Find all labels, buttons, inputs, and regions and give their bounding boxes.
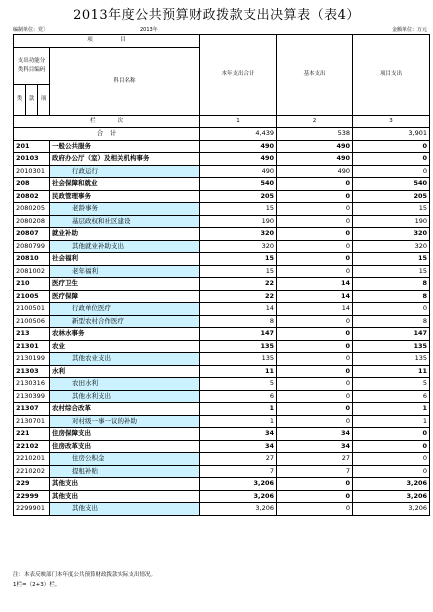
row-basic-value: 490: [277, 140, 353, 153]
row-basic-value: 490: [277, 153, 353, 166]
row-project-value: 205: [353, 190, 430, 203]
row-basic-value: 0: [277, 203, 353, 216]
row-basic-value: 0: [277, 178, 353, 191]
header-col-num-3: 3: [353, 115, 430, 128]
row-project-value: 190: [353, 215, 430, 228]
table-row: [14, 365, 430, 378]
row-basic-value: 0: [277, 353, 353, 366]
table-row: [14, 190, 430, 203]
row-total-value: 5: [200, 378, 277, 391]
row-basic-value: 0: [277, 253, 353, 266]
row-code: 2080205: [14, 203, 50, 216]
row-total-value: 3,206: [200, 490, 277, 503]
table-row: [14, 278, 430, 291]
row-subject-name: 其他水利支出: [50, 390, 200, 403]
row-basic-value: 0: [277, 403, 353, 416]
table-row: [14, 240, 430, 253]
row-code: 221: [14, 428, 50, 441]
row-basic-value: 0: [277, 228, 353, 241]
row-total-value: 135: [200, 340, 277, 353]
row-project-value: 0: [353, 165, 430, 178]
row-project-value: 8: [353, 278, 430, 291]
header-subject-name: 科目名称: [50, 47, 200, 115]
row-project-value: 15: [353, 203, 430, 216]
table-row: [14, 465, 430, 478]
row-total-value: 320: [200, 240, 277, 253]
row-basic-value: 0: [277, 478, 353, 491]
row-project-value: 3,206: [353, 478, 430, 491]
row-subject-name: 医疗卫生: [50, 278, 200, 291]
row-total-value: 15: [200, 203, 277, 216]
table-row: [14, 340, 430, 353]
row-total-value: 15: [200, 253, 277, 266]
row-total-value: 3,206: [200, 478, 277, 491]
row-subject-name: 就业补助: [50, 228, 200, 241]
table-row: [14, 353, 430, 366]
row-basic-value: 0: [277, 190, 353, 203]
row-basic-value: 0: [277, 265, 353, 278]
row-subject-name: 民政管理事务: [50, 190, 200, 203]
row-total-value: 490: [200, 140, 277, 153]
table-row: [14, 140, 430, 153]
total-label: 合 计: [14, 128, 200, 141]
row-total-value: 34: [200, 440, 277, 453]
table-row: [14, 503, 430, 516]
row-project-value: 0: [353, 440, 430, 453]
row-subject-name: 提租补贴: [50, 465, 200, 478]
row-code: 201: [14, 140, 50, 153]
row-subject-name: 其他支出: [50, 503, 200, 516]
table-row: [14, 215, 430, 228]
footnotes: [13, 571, 156, 590]
row-total-value: 3,206: [200, 503, 277, 516]
row-basic-value: 0: [277, 215, 353, 228]
row-subject-name: 老龄事务: [50, 203, 200, 216]
row-code: 20802: [14, 190, 50, 203]
row-subject-name: 新型农村合作医疗: [50, 315, 200, 328]
row-subject-name: 对村级一事一议的补助: [50, 415, 200, 428]
row-subject-name: 农田水利: [50, 378, 200, 391]
row-subject-name: 老年福利: [50, 265, 200, 278]
row-project-value: 1: [353, 403, 430, 416]
row-code: 2130199: [14, 353, 50, 366]
report-title: 2013年度公共预算财政拨款支出决算表（表4）: [73, 8, 360, 23]
footnote-2: 1栏=（2+3）栏。: [13, 581, 61, 588]
table-row: [14, 203, 430, 216]
row-code: 229: [14, 478, 50, 491]
footnote-1: 注：本表反映部门本年度公共预算财政拨款实际支出情况。: [13, 572, 157, 578]
row-code: 208: [14, 178, 50, 191]
row-project-value: 3,206: [353, 490, 430, 503]
table-row: [14, 428, 430, 441]
row-total-value: 15: [200, 265, 277, 278]
row-total-value: 7: [200, 465, 277, 478]
row-subject-name: 基层政权和社区建设: [50, 215, 200, 228]
total-value-3: 3,901: [353, 128, 430, 141]
row-basic-value: 0: [277, 415, 353, 428]
row-code: 2210201: [14, 453, 50, 466]
row-basic-value: 27: [277, 453, 353, 466]
table-row: [14, 378, 430, 391]
row-total-value: 22: [200, 290, 277, 303]
row-project-value: 0: [353, 465, 430, 478]
row-project-value: 8: [353, 315, 430, 328]
row-subject-name: 农业: [50, 340, 200, 353]
row-basic-value: 14: [277, 303, 353, 316]
row-total-value: 22: [200, 278, 277, 291]
row-subject-name: 水利: [50, 365, 200, 378]
row-basic-value: 0: [277, 490, 353, 503]
row-total-value: 8: [200, 315, 277, 328]
row-code: 20807: [14, 228, 50, 241]
row-project-value: 3,206: [353, 503, 430, 516]
row-project-value: 8: [353, 290, 430, 303]
row-code: 2080799: [14, 240, 50, 253]
row-code: 2081002: [14, 265, 50, 278]
row-basic-value: 0: [277, 240, 353, 253]
header-total-col: 本年支出合计: [200, 35, 277, 116]
row-project-value: 1: [353, 415, 430, 428]
row-total-value: 27: [200, 453, 277, 466]
table-row: [14, 415, 430, 428]
row-project-value: 320: [353, 228, 430, 241]
table-row: [14, 440, 430, 453]
row-code: 2080208: [14, 215, 50, 228]
table-row: [14, 390, 430, 403]
row-total-value: 14: [200, 303, 277, 316]
row-project-value: 147: [353, 328, 430, 341]
header-kuan: 款: [26, 84, 38, 115]
table-row: [14, 165, 430, 178]
row-basic-value: 34: [277, 440, 353, 453]
row-project-value: 15: [353, 253, 430, 266]
row-project-value: 0: [353, 153, 430, 166]
table-row: [14, 490, 430, 503]
compiling-unit: 编制单位：党〕: [13, 27, 49, 33]
row-project-value: 0: [353, 453, 430, 466]
row-basic-value: 0: [277, 503, 353, 516]
table-row: [14, 315, 430, 328]
row-total-value: 34: [200, 428, 277, 441]
expenditure-table-container: [13, 34, 429, 516]
row-subject-name: 其他农业支出: [50, 353, 200, 366]
header-cimu: 栏 次: [14, 115, 200, 128]
row-basic-value: 490: [277, 165, 353, 178]
amount-unit: 金额单位：万元: [391, 27, 427, 33]
total-value-2: 538: [277, 128, 353, 141]
row-code: 2130701: [14, 415, 50, 428]
row-basic-value: 0: [277, 378, 353, 391]
row-code: 20810: [14, 253, 50, 266]
row-code: 22999: [14, 490, 50, 503]
row-code: 2130399: [14, 390, 50, 403]
row-subject-name: 其他支出: [50, 478, 200, 491]
row-code: 210: [14, 278, 50, 291]
row-code: 21307: [14, 403, 50, 416]
report-year: 2013年: [140, 27, 158, 33]
row-code: 2299901: [14, 503, 50, 516]
table-row: [14, 265, 430, 278]
row-project-value: 135: [353, 340, 430, 353]
row-basic-value: 0: [277, 340, 353, 353]
table-row: [14, 228, 430, 241]
row-basic-value: 14: [277, 290, 353, 303]
row-project-value: 0: [353, 428, 430, 441]
header-func-class: 支出功能分类科目编码: [14, 47, 50, 84]
row-project-value: 6: [353, 390, 430, 403]
row-total-value: 490: [200, 153, 277, 166]
row-subject-name: 社会保障和就业: [50, 178, 200, 191]
row-project-value: 0: [353, 303, 430, 316]
header-basic-col: 基本支出: [277, 35, 353, 116]
header-col-num-1: 1: [200, 115, 277, 128]
row-total-value: 11: [200, 365, 277, 378]
row-subject-name: 住房改革支出: [50, 440, 200, 453]
row-code: 21303: [14, 365, 50, 378]
row-subject-name: 农林水事务: [50, 328, 200, 341]
row-code: 21301: [14, 340, 50, 353]
row-subject-name: 住房保障支出: [50, 428, 200, 441]
row-subject-name: 农村综合改革: [50, 403, 200, 416]
row-subject-name: 行政单位医疗: [50, 303, 200, 316]
table-row: [14, 303, 430, 316]
row-project-value: 135: [353, 353, 430, 366]
header-col-num-2: 2: [277, 115, 353, 128]
table-row: [14, 478, 430, 491]
row-subject-name: 住房公积金: [50, 453, 200, 466]
row-project-value: 540: [353, 178, 430, 191]
row-basic-value: 0: [277, 315, 353, 328]
header-xiang: 项: [38, 84, 50, 115]
row-subject-name: 政府办公厅（室）及相关机构事务: [50, 153, 200, 166]
row-project-value: 11: [353, 365, 430, 378]
table-row: [14, 153, 430, 166]
row-code: 2100506: [14, 315, 50, 328]
table-row: [14, 453, 430, 466]
header-item-group: 项 目: [14, 35, 200, 48]
row-code: 21005: [14, 290, 50, 303]
expenditure-table: [13, 34, 430, 516]
row-code: 2210202: [14, 465, 50, 478]
table-row: [14, 253, 430, 266]
row-subject-name: 行政运行: [50, 165, 200, 178]
row-subject-name: 社会福利: [50, 253, 200, 266]
row-subject-name: 医疗保障: [50, 290, 200, 303]
table-row: [14, 328, 430, 341]
row-subject-name: 其他支出: [50, 490, 200, 503]
row-project-value: 5: [353, 378, 430, 391]
row-total-value: 190: [200, 215, 277, 228]
row-project-value: 0: [353, 140, 430, 153]
row-code: 20103: [14, 153, 50, 166]
table-row: [14, 178, 430, 191]
row-subject-name: 一般公共服务: [50, 140, 200, 153]
row-total-value: 205: [200, 190, 277, 203]
row-subject-name: 其他就业补助支出: [50, 240, 200, 253]
row-basic-value: 34: [277, 428, 353, 441]
row-code: 2130316: [14, 378, 50, 391]
row-code: 2010301: [14, 165, 50, 178]
row-total-value: 1: [200, 403, 277, 416]
row-total-value: 540: [200, 178, 277, 191]
row-total-value: 320: [200, 228, 277, 241]
row-total-value: 1: [200, 415, 277, 428]
row-total-value: 6: [200, 390, 277, 403]
row-total-value: 147: [200, 328, 277, 341]
row-basic-value: 0: [277, 390, 353, 403]
table-row: [14, 290, 430, 303]
row-basic-value: 7: [277, 465, 353, 478]
header-lei: 类: [14, 84, 26, 115]
row-code: 2100501: [14, 303, 50, 316]
row-total-value: 490: [200, 165, 277, 178]
table-row: [14, 403, 430, 416]
row-basic-value: 14: [277, 278, 353, 291]
row-code: 213: [14, 328, 50, 341]
row-total-value: 135: [200, 353, 277, 366]
header-project-col: 项目支出: [353, 35, 430, 116]
row-basic-value: 0: [277, 365, 353, 378]
row-code: 22102: [14, 440, 50, 453]
row-project-value: 15: [353, 265, 430, 278]
row-project-value: 320: [353, 240, 430, 253]
total-value-1: 4,439: [200, 128, 277, 141]
row-basic-value: 0: [277, 328, 353, 341]
